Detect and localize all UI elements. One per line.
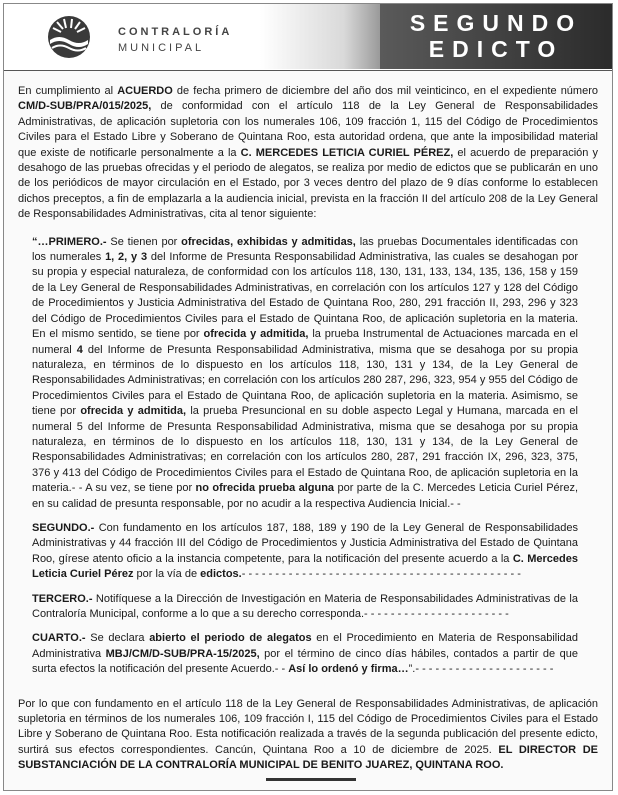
header-photo-fade <box>260 4 380 69</box>
paragraph-segundo: SEGUNDO.- Con fundamento en los artículos 187, 188, 189 y 190 de la Ley General de Responsabilidades Administrativas y 44 fracción III del Código de Procedimientos y Justicia Administrativa del Estado de Quintana Roo, gírese atento oficio a la instancia competente, para la notificación del presente acuerdo a la C. Mercedes Leticia Curiel Pérez por la vía de edictos.- - - - - - - - - - - - - - - - - - - - - - - - - - - - - - - - - - - - - - - - - - <box>32 521 578 581</box>
brand-line1: CONTRALORÍA <box>118 26 233 38</box>
title-line2: EDICTO <box>428 36 564 62</box>
brand-line2: MUNICIPAL <box>118 42 205 54</box>
paragraph-primero: “…PRIMERO.- Se tienen por ofrecidas, exhibidas y admitidas, las pruebas Documentales identificadas con los numerales 1, 2, y 3 del Informe de Presunta Responsabilidad Administrativa, las cuales se desahogan por su propia y especial naturaleza, de conformidad con los artículos 118, 130, 131, 133, 134, 135, 136, 158 y 159 de la Ley General de Responsabilidades Administrativas, en correlación con los artículos 127 y 128 del Código de Procedimientos y Justicia Administrativa del Estado de Quintana Roo, 280, 291 fracción II, 293, 296 y 323 del Código de Procedimientos Civiles para el Estado de Quintana Roo, de aplicación supletoria en la materia. En el mismo sentido, se tiene por ofrecida y admitida, la prueba Instrumental de Actuaciones marcada en el numeral 4 del Informe de Presunta Responsabilidad Administrativa, misma que se desahoga por su propia naturaleza, en términos de lo dispuesto en los artículos 118, 130, 131 y 134, de la Ley General de Responsabilidades Administrativas; en correlación con los artículos 280 287, 296, 323, 954 y 955 del Código de Procedimientos Civiles para el Estado de Quintana Roo, de aplicación supletoria en la materia. Asimismo, se tiene por ofrecida y admitida, la prueba Presuncional en su doble aspecto Legal y Humana, marcada en el numeral 5 del Informe de Presunta Responsabilidad Administrativa, misma que se desahoga por su propia naturaleza, en términos de lo dispuesto en los artículos 118, 130, 131 y 134, de la Ley General de Responsabilidades Administrativas; en correlación con los artículos 280, 287, 291 fracción IX, 296, 323, 375, 376 y 413 del Código de Procedimientos Civiles para el Estado de Quintana Roo, de aplicación supletoria en la materia.- - A su vez, se tiene por no ofrecida prueba alguna por parte de la C. Mercedes Leticia Curiel Pérez, en su calidad de presunta responsable, por no acudir a la respectiva Audiencia Inicial.- - <box>32 235 579 510</box>
logo <box>44 14 264 62</box>
quoted-agreement <box>18 229 584 693</box>
edict-title <box>380 4 612 69</box>
edict-page <box>3 3 613 791</box>
paragraph-cuarto: CUARTO.- Se declara abierto el periodo de alegatos en el Procedimiento en Materia de Responsabilidad Administrativa MBJ/CM/D-SUB/PRA-15/2025, por el término de cinco días hábiles, contados a partir de que surta efectos la notificación del presente Acuerdo.- - Así lo ordenó y firma…”.- - - - - - - - - - - - - - - - - - - - - <box>32 632 579 676</box>
header <box>4 4 612 71</box>
footer-rule <box>266 778 356 781</box>
edict-body <box>18 84 598 774</box>
sun-waves-emblem-icon <box>44 14 94 60</box>
paragraph-tercero: TERCERO.- Notifíquese a la Dirección de Investigación en Materia de Responsabilidades Administrativas de la Contraloría Municipal, conforme a lo que a su derecho corresponda.- - - - - - - - - - - - - - - - - - - - - - <box>32 592 578 620</box>
title-line1: SEGUNDO <box>409 10 583 36</box>
intro-paragraph: En cumplimiento al ACUERDO de fecha primero de diciembre del año dos mil veinticinco, en el expediente número CM/D-SUB/PRA/015/2025, de conformidad con el artículo 118 de la Ley General de Responsabilidades Administrativas, de aplicación supletoria con los numerales 106, 109 fracción 1, 115 del Código de Procedimientos Civiles para el Estado Libre y Soberano de Quintana Roo, esta autoridad ordena, que ante la imposibilidad material que existe de notificarle personalmente a la C. MERCEDES LETICIA CURIEL PÉREZ, el acuerdo de preparación y desahogo de las pruebas ofrecidas y el periodo de alegatos, se realiza por medio de edictos que se publicarán en uno de los periódicos de mayor circulación en el Estado, por 3 veces dentro del plazo de 9 días conforme lo establecen dichos preceptos, a fin de emplazarla a la audiencia inicial, prevista en la fracción II del artículo 208 de la Ley General de Responsabilidades Administrativas, cita al tenor siguiente: <box>18 85 598 221</box>
closing-paragraph: Por lo que con fundamento en el artículo 118 de la Ley General de Responsabilidades Administrativas, de aplicación supletoria en términos de los numerales 106, 109 fracción I, 115 del Código de Procedimientos Civiles para el Estado Libre y Soberano de Quintana Roo. Esta notificación realizada a través de la segunda publicación del presente edicto, surtirá sus efectos correspondientes. Cancún, Quintana Roo a 10 de diciembre de 2025. EL DIRECTOR DE SUBSTANCIACIÓN DE LA CONTRALORÍA MUNICIPAL DE BENITO JUAREZ, QUINTANA ROO. <box>18 697 598 772</box>
